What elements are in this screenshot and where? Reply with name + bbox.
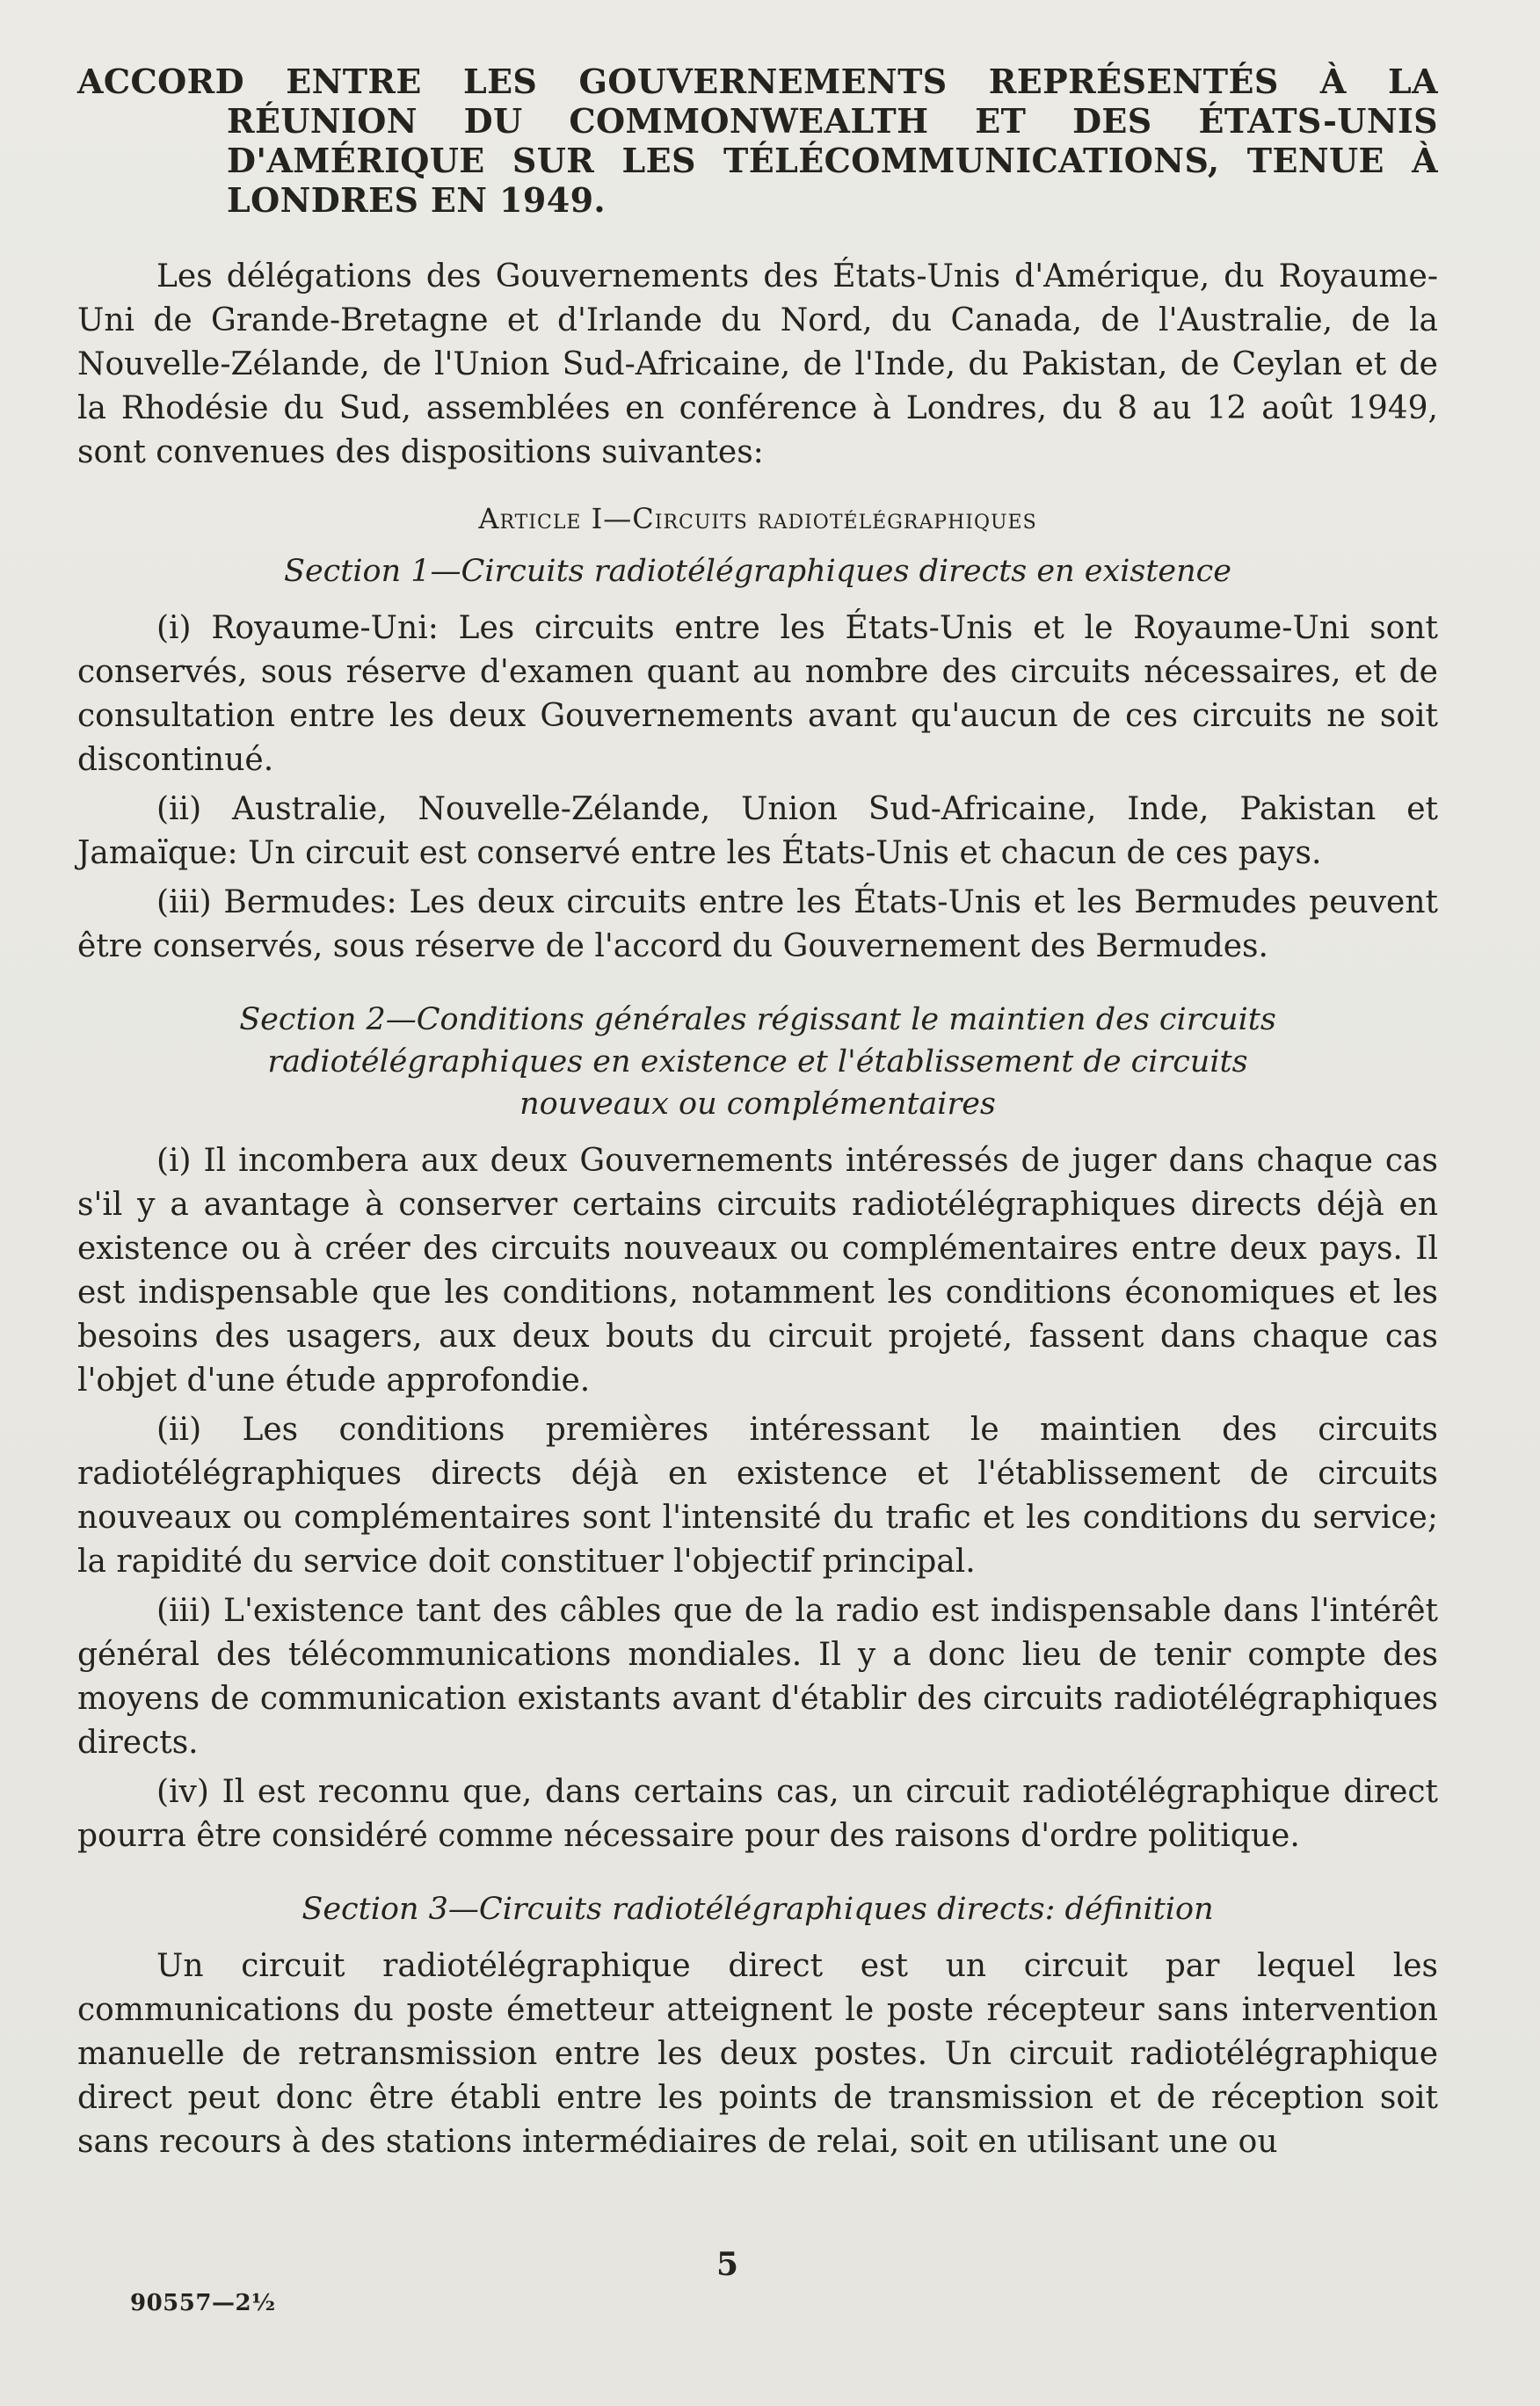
section-2-heading-line-3: nouveaux ou complémentaires bbox=[519, 1087, 996, 1122]
section-3-paragraph: Un circuit radiotélégraphique direct est un circuit par lequel les communications du poste émetteur atteignent le poste récepteur sans intervention manuelle de retransmission entre les deux postes. Un circuit radiotélégraphique direct peut donc être établi entre les points de transmission et de réception soit sans recours à des stations intermédiaires de relai, soit en utilisant une ou bbox=[77, 1948, 1438, 2160]
intro-paragraph: Les délégations des Gouvernements des États-Unis d'Amérique, du Royaume-Uni de Grande-Bretagne et d'Irlande du Nord, du Canada, de l'Australie, de la Nouvelle-Zélande, de l'Union Sud-Africaine, de l'Inde, du Pakistan, de Ceylan et de la Rhodésie du Sud, assemblées en conférence à Londres, du 8 au 12 août 1949, sont convenues des dispositions suivantes: bbox=[77, 258, 1438, 470]
section-1-paragraph-iii: (iii) Bermudes: Les deux circuits entre les États-Unis et les Bermudes peuvent être conservés, sous réserve de l'accord du Gouvernement des Bermudes. bbox=[77, 884, 1438, 964]
section-3-heading: Section 3—Circuits radiotélégraphiques directs: définition bbox=[301, 1892, 1214, 1927]
section-2-paragraph-i: (i) Il incombera aux deux Gouvernements intéressés de juger dans chaque cas s'il y a avantage à conserver certains circuits radiotélégraphiques directs déjà en existence ou à créer des circuits nouveaux ou complémentaires entre deux pays. Il est indispensable que les conditions, notamment les conditions économiques et les besoins des usagers, aux deux bouts du circuit projeté, fassent dans chaque cas l'objet d'une étude approfondie. bbox=[77, 1143, 1438, 1399]
section-2-paragraph-iv: (iv) Il est reconnu que, dans certains cas, un circuit radiotélégraphique direct pourra être considéré comme nécessaire pour des raisons d'ordre politique. bbox=[77, 1774, 1438, 1854]
spacer bbox=[77, 1858, 1438, 1879]
section-2-paragraph-ii: (ii) Les conditions premières intéressant le maintien des circuits radiotélégraphiques directs déjà en existence et l'établissement de circuits nouveaux ou complémentaires sont l'intensité du trafic et les conditions du service; la rapidité du service doit constituer l'objectif principal. bbox=[77, 1412, 1438, 1580]
section-2-paragraph-iii: (iii) L'existence tant des câbles que de la radio est indispensable dans l'intérêt général des télécommunications mondiales. Il y a donc lieu de tenir compte des moyens de communication existants avant d'établir des circuits radiotélégraphiques directs. bbox=[77, 1593, 1438, 1761]
article-1-heading: Article I—Circuits radiotélégraphiques bbox=[478, 502, 1037, 535]
section-2-heading bbox=[77, 999, 1438, 1125]
section-1-paragraph-ii: (ii) Australie, Nouvelle-Zélande, Union Sud-Africaine, Inde, Pakistan et Jamaïque: Un circuit est conservé entre les États-Unis et chacun de ces pays. bbox=[77, 791, 1438, 871]
page-number: 5 bbox=[716, 2246, 739, 2283]
section-2-heading-line-2: radiotélégraphiques en existence et l'établissement de circuits bbox=[267, 1044, 1248, 1079]
document-content bbox=[77, 62, 1438, 2164]
print-code: 90557—2½ bbox=[130, 2290, 276, 2316]
section-1-paragraph-i: (i) Royaume-Uni: Les circuits entre les États-Unis et le Royaume-Uni sont conservés, sous réserve d'examen quant au nombre des circuits nécessaires, et de consultation entre les deux Gouvernements avant qu'aucun de ces circuits ne soit discontinué. bbox=[77, 610, 1438, 778]
section-2-heading-line-1: Section 2—Conditions générales régissant le maintien des circuits bbox=[239, 1002, 1276, 1037]
document-title: ACCORD ENTRE LES GOUVERNEMENTS REPRÉSENTÉS À LA RÉUNION DU COMMONWEALTH ET DES ÉTATS-UNIS D'AMÉRIQUE SUR LES TÉLÉCOMMUNICATIONS, TENUE À LONDRES EN 1949. bbox=[77, 62, 1438, 220]
section-1-heading: Section 1—Circuits radiotélégraphiques directs en existence bbox=[283, 554, 1231, 589]
page-footer bbox=[0, 2246, 1540, 2334]
spacer bbox=[77, 969, 1438, 990]
